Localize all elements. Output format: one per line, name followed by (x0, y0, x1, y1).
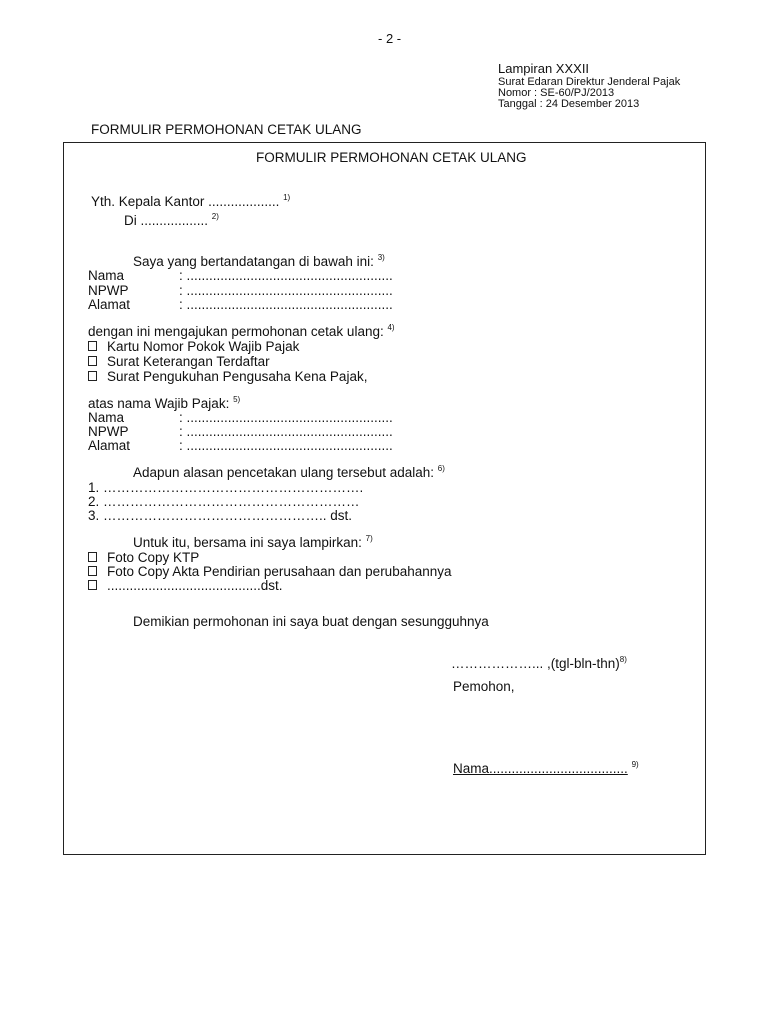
field-value: : ....................................................... (179, 283, 393, 298)
page-number: - 2 - (378, 31, 402, 46)
request-line (88, 325, 395, 339)
footnote-8: 8) (619, 655, 627, 664)
option-label: Kartu Nomor Pokok Wajib Pajak (107, 339, 300, 354)
attachment-title: Lampiran XXXII (498, 61, 590, 76)
option-item (88, 340, 299, 354)
footnote-4: 4) (387, 323, 395, 332)
form-title: FORMULIR PERMOHONAN CETAK ULANG (256, 150, 527, 165)
signature-line (453, 762, 639, 776)
on-behalf-text: atas nama Wajib Pajak: (88, 396, 230, 411)
option-label: Surat Pengukuhan Pengusaha Kena Pajak, (107, 369, 368, 384)
circular-name: Surat Edaran Direktur Jenderal Pajak (498, 76, 681, 88)
option-item (88, 355, 270, 369)
field-label: NPWP (88, 283, 129, 298)
date-text: ………………... ,(tgl-bln-thn) (451, 656, 620, 671)
attachment-item (88, 551, 199, 565)
date-line (451, 657, 627, 671)
field-label: NPWP (88, 424, 129, 439)
footnote-2: 2) (211, 212, 219, 221)
field-label: Nama (88, 268, 125, 283)
field-value: : ....................................................... (179, 424, 393, 439)
attachment-label: .........................................dst. (107, 578, 283, 593)
footnote-6: 6) (437, 464, 445, 473)
attachments-intro (133, 536, 373, 550)
location-text: Di .................. (124, 213, 209, 228)
footnote-7: 7) (365, 534, 373, 543)
checkbox[interactable] (88, 356, 97, 366)
reason-line: 2. ………………………………………………… (88, 494, 360, 509)
reason-line: 3. ………………………………………….. dst. (88, 508, 353, 523)
circular-date: Tanggal : 24 Desember 2013 (498, 98, 640, 110)
reason-line: 1. …………………………………………………. (88, 480, 364, 495)
option-item (88, 370, 367, 384)
footnote-1: 1) (283, 193, 291, 202)
attachment-item (88, 565, 452, 579)
field-label: Nama (88, 410, 125, 425)
field-label: Alamat (88, 438, 131, 453)
request-text: dengan ini mengajukan permohonan cetak ulang: (88, 324, 384, 339)
checkbox[interactable] (88, 341, 97, 351)
attachment-label: Foto Copy KTP (107, 550, 200, 565)
field-value: : ....................................................... (179, 297, 393, 312)
signature-name: Nama..................................... (453, 761, 628, 776)
footnote-9: 9) (631, 760, 639, 769)
field-value: : ....................................................... (179, 268, 393, 283)
closing-statement: Demikian permohonan ini saya buat dengan sesungguhnya (133, 614, 489, 629)
reasons-intro (133, 466, 445, 480)
intro-text: Saya yang bertandatangan di bawah ini: (133, 254, 374, 269)
addressee-text: Yth. Kepala Kantor ................... (91, 194, 280, 209)
attachments-intro-text: Untuk itu, bersama ini saya lampirkan: (133, 535, 362, 550)
checkbox[interactable] (88, 580, 97, 590)
applicant-label: Pemohon, (453, 679, 515, 694)
field-label: Alamat (88, 297, 131, 312)
intro-line (133, 255, 385, 269)
attachment-label: Foto Copy Akta Pendirian perusahaan dan perubahannya (107, 564, 452, 579)
attachment-item (88, 579, 283, 593)
option-label: Surat Keterangan Terdaftar (107, 354, 270, 369)
footnote-3: 3) (377, 253, 385, 262)
addressee (91, 195, 290, 209)
field-value: : ....................................................... (179, 410, 393, 425)
reasons-intro-text: Adapun alasan pencetakan ulang tersebut adalah: (133, 465, 434, 480)
field-value: : ....................................................... (179, 438, 393, 453)
circular-number: Nomor : SE-60/PJ/2013 (498, 87, 615, 99)
on-behalf-line (88, 397, 240, 411)
checkbox[interactable] (88, 552, 97, 562)
addressee-location (124, 214, 219, 228)
checkbox[interactable] (88, 371, 97, 381)
outer-title: FORMULIR PERMOHONAN CETAK ULANG (91, 122, 362, 137)
footnote-5: 5) (233, 395, 241, 404)
checkbox[interactable] (88, 566, 97, 576)
